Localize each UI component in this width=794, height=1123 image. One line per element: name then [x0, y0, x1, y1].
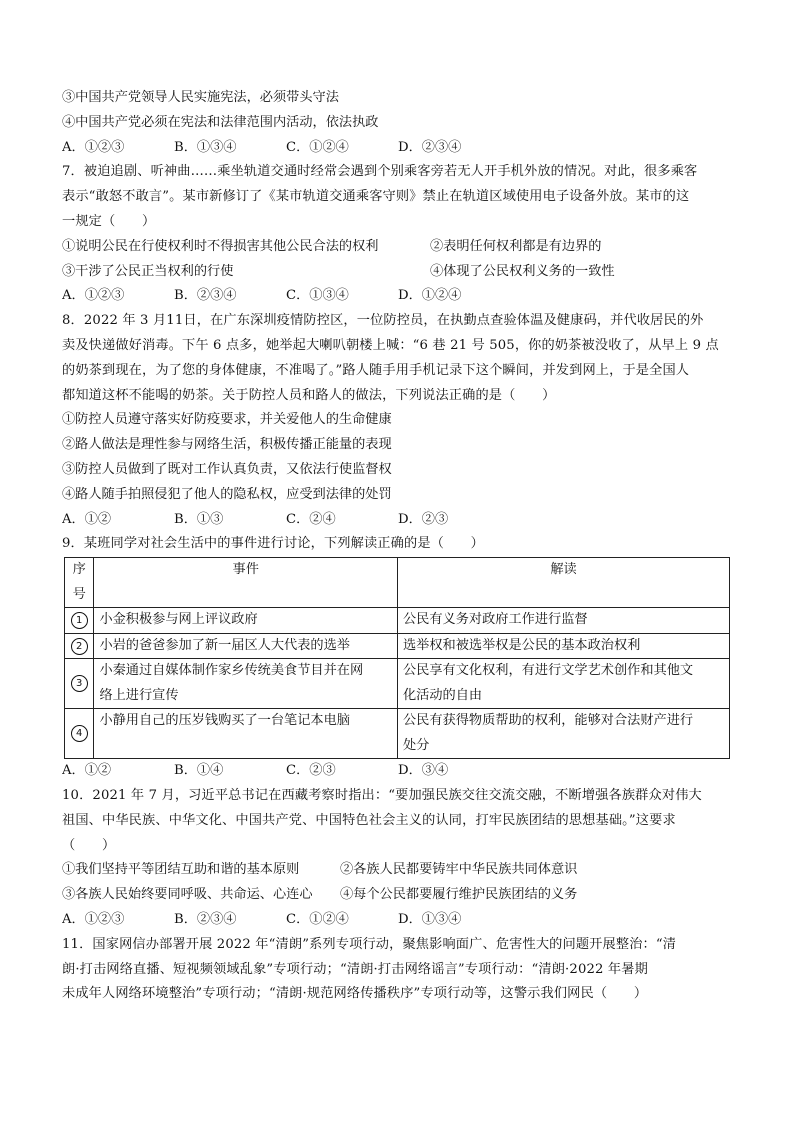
q7-stem-line-1: 7．被迫追剧、听神曲……乘坐轨道交通时经常会遇到个别乘客旁若无人开手机外放的情况。对此，很多乘客	[62, 164, 698, 180]
q8-option-b: B．①③	[174, 511, 224, 527]
q10-statement-4: ④每个公民都要履行维护民族团结的义务	[340, 887, 578, 903]
reading-cell	[398, 709, 730, 759]
row-no-cell	[65, 659, 94, 709]
header-no-line-1: 序	[72, 562, 86, 578]
table-header-row	[65, 558, 730, 608]
q7-stem-line-2: 表示“敢怒不敢言”。某市新修订了《某市轨道交通乘客守则》禁止在轨道区域使用电子设备外放。某市的这	[62, 189, 690, 205]
event-line-1: 小静用自己的压岁钱购买了一台笔记本电脑	[99, 713, 350, 729]
q10-stem-line-1: 10．2021 年 7 月，习近平总书记在西藏考察时指出：“要加强民族交往交流交融，不断增强各族群众对伟大	[62, 787, 702, 803]
q11-stem-line-3: 未成年人网络环境整治”专项行动；“清朗·规范网络传播秩序”专项行动等，这警示我们网民（ ）	[62, 986, 648, 1002]
q11-stem-line-1: 11．国家网信办部署开展 2022 年“清朗”系列专项行动，聚焦影响面广、危害性大的问题开展整治：“清	[62, 936, 677, 952]
q9-option-b: B．①④	[174, 763, 224, 779]
option-d: D．②③④	[398, 139, 462, 155]
event-cell: 小岩的爸爸参加了新一届区人大代表的选举	[94, 633, 398, 659]
event-line-1: 小秦通过自媒体制作家乡传统美食节目并在网	[99, 663, 364, 679]
q10-stem-line-3: （ ）	[62, 837, 116, 853]
options-row	[62, 136, 734, 161]
option-c: C．①②④	[286, 139, 349, 155]
q8-options-row	[62, 508, 734, 533]
q10-option-c: C．①②④	[286, 911, 349, 927]
q10-statement-3: ③各族人民始终要同呼吸、共命运、心连心	[62, 887, 313, 903]
q11-stem-line-2: 朗·打击网络直播、短视频领域乱象”专项行动；“清朗·打击网络谣言”专项行动：“清朗·2022 年暑期	[62, 961, 648, 977]
q7-options-row	[62, 284, 734, 309]
exam-page	[62, 86, 734, 1007]
q8-stem-line-4: 都知道这杯不能喝的奶茶。关于防控人员和路人的做法，下列说法正确的是（ ）	[62, 387, 556, 403]
q9-stem: 9．某班同学对社会生活中的事件进行讨论，下列解读正确的是（ ）	[62, 536, 484, 552]
circled-number: 2	[71, 638, 88, 655]
q10-option-a: A．①②③	[62, 911, 125, 927]
reading-line-1: 公民享有文化权利，有进行文学艺术创作和其他文	[403, 663, 694, 679]
q9-option-d: D．③④	[398, 763, 449, 779]
table-row	[65, 659, 730, 709]
table-row	[65, 709, 730, 759]
q8-option-a: A．①②	[62, 511, 112, 527]
event-cell	[94, 709, 398, 759]
q7-statements-row-1	[62, 235, 734, 260]
row-no-cell	[65, 608, 94, 634]
reading-cell: 选举权和被选举权是公民的基本政治权利	[398, 633, 730, 659]
q7-statement-2: ②表明任何权利都是有边界的	[430, 238, 602, 254]
circled-number: 4	[71, 725, 88, 742]
q7-statements-row-2	[62, 260, 734, 285]
q10-statements-row-1	[62, 858, 734, 883]
circled-number: 3	[71, 675, 88, 692]
q9-option-c: C．②③	[286, 763, 336, 779]
reading-cell: 公民有义务对政府工作进行监督	[398, 608, 730, 634]
header-no-line-2: 号	[72, 586, 86, 602]
q7-statement-1: ①说明公民在行使权利时不得损害其他公民合法的权利	[62, 238, 379, 254]
q8-option-d: D．②③	[398, 511, 449, 527]
q10-statements-row-2	[62, 883, 734, 908]
q7-option-c: C．①③④	[286, 288, 349, 304]
q7-option-a: A．①②③	[62, 288, 125, 304]
q8-statement-4: ④路人随手拍照侵犯了他人的隐私权，应受到法律的处罚	[62, 486, 392, 502]
reading-line-1: 公民有获得物质帮助的权利，能够对合法财产进行	[403, 713, 694, 729]
event-line-2: 络上进行宣传	[99, 687, 179, 703]
q7-statement-3: ③干涉了公民正当权利的行使	[62, 263, 234, 279]
q9-options-row	[62, 759, 734, 784]
q8-option-c: C．②④	[286, 511, 336, 527]
table-row	[65, 608, 730, 634]
event-cell	[94, 659, 398, 709]
option-a: A．①②③	[62, 139, 125, 155]
q8-stem-line-3: 的奶茶到现在，为了您的身体健康，不准喝了。”路人随手用手机记录下这个瞬间，并发到网上，于是全国人	[62, 362, 690, 378]
header-event: 事件	[94, 558, 398, 608]
q9-option-a: A．①②	[62, 763, 112, 779]
q8-statement-3: ③防控人员做到了既对工作认真负责，又依法行使监督权	[62, 461, 392, 477]
option-b: B．①③④	[174, 139, 237, 155]
circled-number: 1	[71, 612, 88, 629]
reading-line-2: 化活动的自由	[403, 687, 483, 703]
q10-option-b: B．②③④	[174, 911, 237, 927]
header-reading: 解读	[398, 558, 730, 608]
q10-stem-line-2: 祖国、中华民族、中华文化、中国共产党、中国特色社会主义的认同，打牢民族团结的思想基础。”这要求	[62, 812, 676, 828]
q10-options-row	[62, 908, 734, 933]
row-no-cell	[65, 709, 94, 759]
table-row	[65, 633, 730, 659]
q8-stem-line-1: 8．2022 年 3 月11日，在广东深圳疫情防控区，一位防控员，在执勤点查验体温及健康码，并代收居民的外	[62, 313, 704, 329]
q10-statement-1: ①我们坚持平等团结互助和谐的基本原则	[62, 862, 300, 878]
event-cell: 小金积极参与网上评议政府	[94, 608, 398, 634]
q10-option-d: D．①③④	[398, 911, 462, 927]
row-no-cell	[65, 633, 94, 659]
q9-table	[64, 557, 730, 759]
q8-statement-2: ②路人做法是理性参与网络生活，积极传播正能量的表现	[62, 437, 392, 453]
header-no	[65, 558, 94, 608]
q10-statement-2: ②各族人民都要铸牢中华民族共同体意识	[340, 862, 578, 878]
q8-statement-1: ①防控人员遵守落实好防疫要求，并关爱他人的生命健康	[62, 412, 392, 428]
q8-stem-line-2: 卖及快递做好消毒。下午 6 点多，她举起大喇叭朝楼上喊：“6 巷 21 号 505，你的奶茶被没收了，从早上 9 点	[62, 337, 719, 353]
q7-option-b: B．②③④	[174, 288, 237, 304]
statement-3: ③中国共产党领导人民实施宪法，必须带头守法	[62, 90, 339, 105]
q7-stem-line-3: 一规定（ ）	[62, 213, 156, 229]
reading-cell	[398, 659, 730, 709]
q7-option-d: D．①②④	[398, 288, 462, 304]
statement-4: ④中国共产党必须在宪法和法律范围内活动，依法执政	[62, 114, 379, 130]
reading-line-2: 处分	[403, 737, 430, 753]
q7-statement-4: ④体现了公民权利义务的一致性	[430, 263, 615, 279]
